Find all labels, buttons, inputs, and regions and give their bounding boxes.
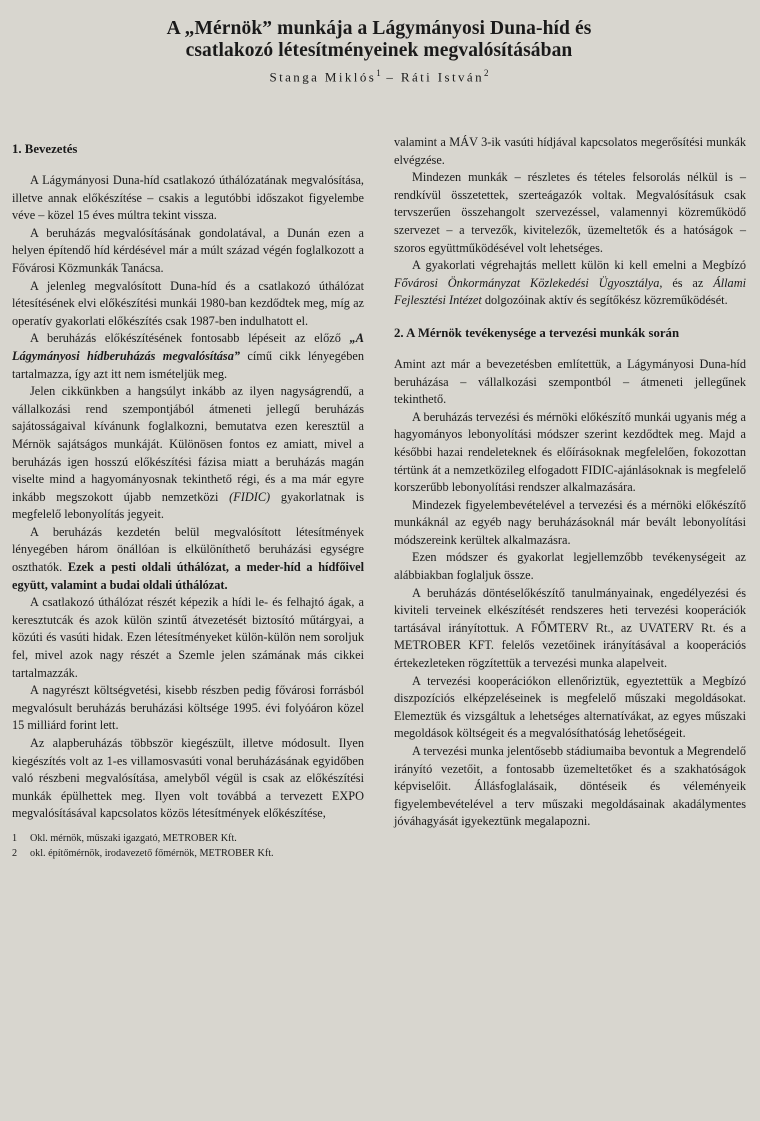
paragraph: Mindezen munkák – részletes és tételes felsorolás nélkül is – rendkívül összetettek, szerteágazók voltak. Megvalósításuk csak tervszerűen összehangolt szervezéssel, valamennyi közreműködő szervezet – a tervezők, kivitelezők, üzemeltetők és a hatóságok – szoros együttműködésével volt lehetséges. bbox=[394, 170, 746, 255]
author-separator: – bbox=[380, 69, 401, 85]
text: gyakorlatnak is megfelelő lebonyolítás jegyeit. bbox=[12, 489, 365, 522]
cited-article-title: „A Lágymányosi hídberuházás megvalósítása” bbox=[12, 331, 364, 363]
paragraph: A tervezési munka jelentősebb stádiumaiba bevontuk a Megrendelő irányító vezetőit, a fontosabb üzemeltetőket és a szakhatóságok képviselőit. Állásfoglalásaik, döntéseik és véleményeik figyelembevételével a terv műszaki megoldásainak akadálymentes jóváhagyását igyekeztünk megalapozni. bbox=[394, 744, 746, 829]
paragraph bbox=[394, 257, 746, 310]
text: Jelen cikkünkben a hangsúlyt inkább az ilyen nagyságrendű, a vállalkozási rend szempontjából átmeneti jellegű beruházás sajátosságaival kívánunk foglalkozni, bemutatva ezen keresztül a Mérnök sajátságos munkáját. Különösen fontos ez amiatt, mivel a beruházás igen hosszú előkészítési fázisa miatt a beruházás magán viselte mind a hagyományosnak tekinthető régi, és a ma már egyre inkább megszokott újabb nemzetközi bbox=[12, 384, 364, 504]
organization-name: Állami Fejlesztési Intézet bbox=[394, 275, 746, 308]
text: dolgozóinak aktív és segítőkész közreműködését. bbox=[481, 293, 728, 308]
fidic-term: (FIDIC) bbox=[229, 489, 271, 504]
title-line-1: A „Mérnök” munkája a Lágymányosi Duna-híd és bbox=[166, 18, 592, 39]
text: és az bbox=[662, 275, 714, 290]
paragraph bbox=[12, 524, 364, 594]
section-heading-2: 2. A Mérnök tevékenysége a tervezési munkák során bbox=[394, 325, 680, 340]
article-title bbox=[12, 18, 746, 62]
text: A beruházás kezdetén belül megvalósított létesítmények lényegében három önállóan is elkülöníthető beruházási egységre oszthatók. bbox=[12, 524, 364, 575]
paragraph: A tervezési kooperációkon ellenőriztük, egyeztettük a Megbízó diszpozíciós elképzeléseinek is megfelelő műszaki megoldásokat. Elemeztük és vizsgáltuk a lehetséges alternatívákat, az egyes műszaki megoldások költségeit és a megvalósíthatóság lehetőségeit. bbox=[394, 673, 746, 741]
paragraph: A beruházás döntéselőkészítő tanulmányainak, engedélyezési és kiviteli terveinek elkészítését rendszeres heti tervezési kooperációk tartásával irányítottuk. A FŐMTERV Rt., az UVATERV Rt. és a METROBER KFT. felelős vezetőinek irányításával a kooperációs értekezleteken rögzítettük a tervezési munka alapelveit. bbox=[394, 585, 746, 671]
title-line-2: csatlakozó létesítményeinek megvalósításában bbox=[185, 40, 573, 61]
body-columns bbox=[12, 134, 746, 861]
section-heading-1: 1. Bevezetés bbox=[12, 142, 78, 156]
organization-name: Fővárosi Önkormányzat Közlekedési Ügyosztálya, bbox=[394, 275, 663, 290]
left-column bbox=[12, 134, 364, 861]
footnotes bbox=[12, 831, 364, 861]
author-2-footnote-mark: 2 bbox=[483, 68, 489, 78]
paragraph: A beruházás tervezési és mérnöki előkészítő munkái ugyanis még a hagyományos lebonyolítási módszer szerint kezdődtek meg. Majd a későbbi hazai rendeleteknek és előírásoknak megfelelően, fokozottan tértünk át a nemzetközileg elfogadott FIDIC-ajánlásoknak is megfelelő korszerűbb lebonyolítási rendszer alkalmazására. bbox=[394, 409, 746, 495]
text: A gyakorlati végrehajtás mellett külön ki kell emelni a Megbízó bbox=[412, 258, 746, 273]
right-column bbox=[394, 134, 746, 861]
paragraph: A nagyrészt költségvetési, kisebb részben pedig fővárosi forrásból megvalósult beruházás beruházási költsége 1995. évi folyóáron közel 15 milliárd forint lett. bbox=[12, 683, 364, 733]
footnote-2 bbox=[12, 846, 364, 861]
text: című cikk lényegében tartalmazza, így azt itt nem ismételjük meg. bbox=[12, 348, 364, 381]
paragraph: Ezen módszer és gyakorlat legjellemzőbb tevékenységeit az alábbiakban foglaljuk össze. bbox=[394, 550, 746, 583]
footnote-1 bbox=[12, 831, 364, 846]
author-1: Stanga Miklós bbox=[269, 69, 377, 85]
paragraph: A Lágymányosi Duna-híd csatlakozó úthálózatának megvalósítása, illetve annak előkészítése – csakis a legutóbbi időszakot figyelembe véve – közel 15 éves múltra tekint vissza. bbox=[12, 173, 364, 223]
authors bbox=[12, 68, 746, 88]
paragraph bbox=[12, 330, 364, 383]
emphasized-text: Ezek a pesti oldali úthálózat, a meder-híd a hídfőivel együtt, valamint a budai oldali úthálózat. bbox=[12, 560, 364, 592]
author-1-footnote-mark: 1 bbox=[376, 68, 381, 78]
footnote-number: 1 bbox=[12, 832, 18, 844]
paragraph: A beruházás megvalósításának gondolatával, a Dunán ezen a helyen építendő híd kérdésével már a múlt század végén foglalkozott a Fővárosi Közmunkák Tanácsa. bbox=[12, 225, 364, 275]
paragraph: Az alapberuházás többször kiegészült, illetve módosult. Ilyen kiegészítés volt az 1-es villamosvasúti vonal beruházásának egyidőben való részbeni megvalósítása, amelyből végül is csak az előkészítési munkák épülhettek meg. Ilyen volt továbbá a tervezett EXPO megvalósításával kapcsolatos közös létesítmények előkészítése, bbox=[12, 736, 364, 821]
author-2: Ráti István bbox=[400, 69, 484, 85]
paragraph: A csatlakozó úthálózat részét képezik a hídi le- és felhajtó ágak, a keresztutcák és azok külön szintű átvezetését biztosító műtárgyai, a közúti és vasúti hidak. Ezen létesítményeket külön-külön nem soroljuk fel, mivel azok nagy részét a Szemle jelen számának más cikkei tartalmazzák. bbox=[12, 595, 364, 680]
paragraph bbox=[12, 383, 364, 524]
paragraph: Mindezek figyelembevételével a tervezési és a mérnöki előkészítő munkáknál az egyéb nagy beruházásoknál már bevált lebonyolítási módszereink kerültek alkalmazásra. bbox=[394, 497, 746, 547]
paragraph: A jelenleg megvalósított Duna-híd és a csatlakozó úthálózat létesítésének elvi előkészítési munkái 1980-ban kezdődtek meg, míg az operatív gyakorlati előkészítés csak 1987-ben indulhatott el. bbox=[12, 278, 364, 328]
footnote-number: 2 bbox=[12, 847, 18, 859]
footnote-text: Okl. mérnök, műszaki igazgató, METROBER Kft. bbox=[30, 832, 237, 844]
text: A beruházás előkészítésének fontosabb lépéseit az előző bbox=[30, 331, 350, 346]
paragraph: valamint a MÁV 3-ik vasúti hídjával kapcsolatos megerősítési munkák elvégzése. bbox=[394, 135, 746, 167]
paragraph: Amint azt már a bevezetésben említettük, a Lágymányosi Duna-híd beruházása – vállalkozási szempontból – átmeneti jellegűnek tekinthető. bbox=[394, 356, 746, 407]
footnote-text: okl. építőmérnök, irodavezető főmérnök, METROBER Kft. bbox=[30, 847, 274, 859]
